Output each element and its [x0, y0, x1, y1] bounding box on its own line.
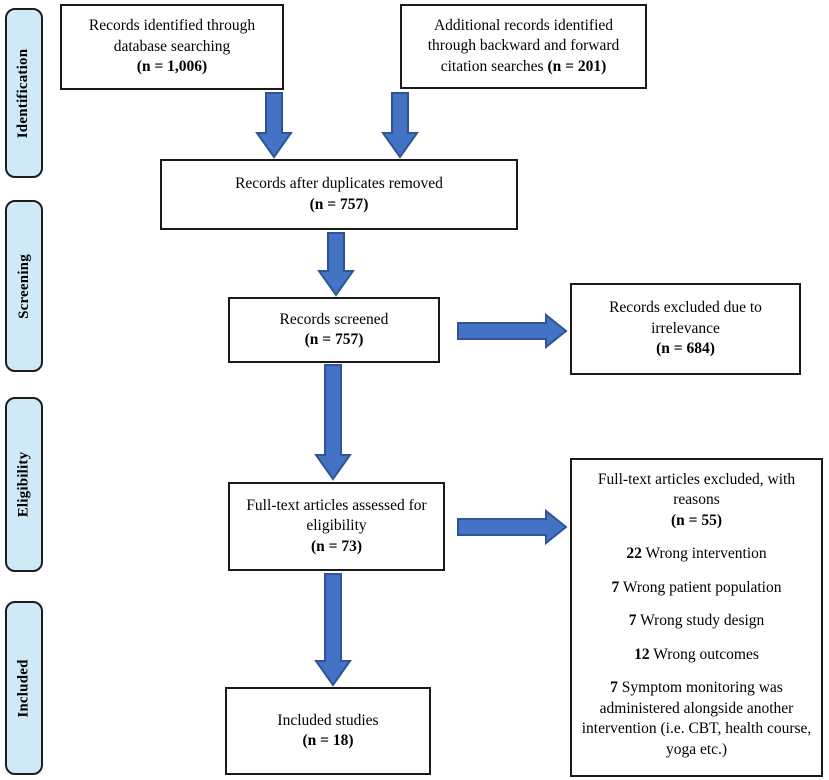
box-count: (n = 201) [547, 57, 607, 75]
exclusion-reason [580, 678, 813, 760]
arrow-screened-to-excluded-icon [458, 315, 566, 347]
box-text: Additional records identified through backward and forward citation searches [427, 16, 620, 75]
box-text: Included studies [277, 711, 379, 729]
reason-count: 12 [634, 645, 650, 663]
box-records-excluded-irrelevance [570, 283, 801, 375]
box-count: (n = 757) [304, 331, 364, 348]
arrow-citation-to-duplicates-icon [383, 93, 417, 157]
reason-text: Wrong study design [640, 612, 765, 630]
reason-text: Symptom monitoring was administered alongside another intervention (i.e. CBT, health course, yoga etc.) [581, 679, 812, 758]
reason-text: Wrong intervention [645, 545, 767, 563]
box-records-screened [228, 297, 440, 363]
box-included-studies [225, 687, 431, 775]
box-text: Records identified through database searching [88, 17, 256, 55]
exclusion-reason [629, 611, 765, 631]
reason-count: 22 [626, 545, 642, 563]
box-fulltext-assessed [228, 482, 445, 571]
box-text-wrap [410, 16, 637, 77]
box-text: Full-text articles excluded, with reasons [597, 471, 796, 509]
box-count: (n = 73) [310, 537, 363, 555]
arrow-fulltext-to-included-icon [316, 574, 350, 685]
exclusion-reason [626, 544, 766, 564]
box-additional-records-citation [400, 4, 647, 89]
arrow-duplicates-to-screened-icon [319, 233, 353, 295]
box-fulltext-excluded-reasons [570, 458, 823, 777]
box-count: (n = 18) [302, 732, 354, 749]
box-text: Full-text articles assessed for eligibility [246, 496, 427, 535]
stage-label-text: Eligibility [15, 451, 32, 518]
stage-label-text: Identification [15, 48, 32, 138]
reason-text: Wrong outcomes [653, 645, 759, 663]
stage-label-text: Screening [15, 253, 32, 319]
box-count: (n = 55) [670, 511, 723, 529]
arrow-database-to-duplicates-icon [257, 93, 291, 157]
box-text: Records after duplicates removed [235, 175, 443, 193]
box-count: (n = 684) [656, 340, 715, 358]
box-text: Records excluded due to irrelevance [609, 299, 762, 337]
stage-label-text: Included [15, 658, 32, 718]
box-records-identified-database [60, 4, 284, 90]
arrow-screened-to-fulltext-icon [316, 365, 350, 479]
box-header [580, 470, 813, 531]
reason-count: 7 [628, 612, 637, 630]
box-records-after-duplicates [160, 159, 518, 230]
reason-count: 7 [611, 578, 620, 596]
box-count: (n = 757) [309, 195, 369, 213]
stage-label-identification [5, 8, 43, 178]
exclusion-reason [611, 578, 781, 598]
box-text: Records screened [279, 310, 389, 328]
exclusion-reason [634, 645, 759, 665]
reason-count: 7 [610, 679, 618, 697]
reason-text: Wrong patient population [622, 578, 782, 596]
stage-label-screening [5, 200, 43, 372]
box-count: (n = 1,006) [136, 58, 208, 76]
stage-label-included [5, 601, 43, 775]
arrow-fulltext-to-excluded-icon [458, 511, 566, 543]
stage-label-eligibility [5, 397, 43, 572]
